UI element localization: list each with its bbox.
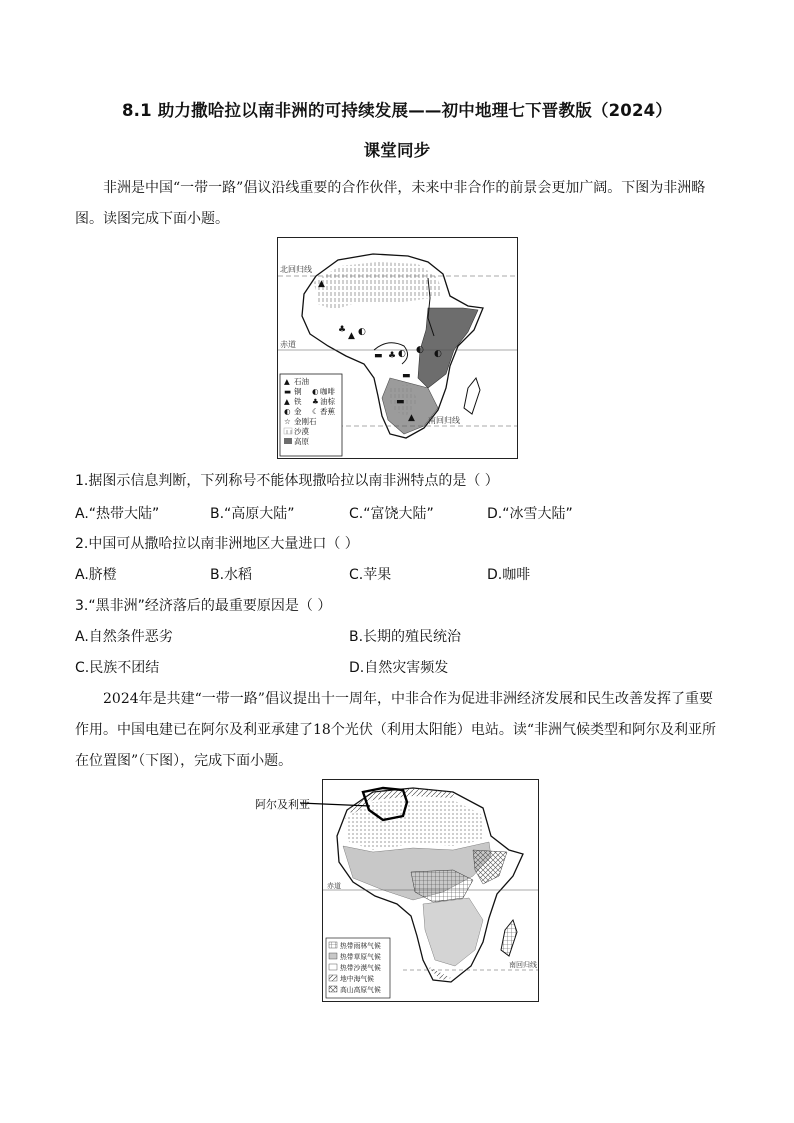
- svg-text:▲: ▲: [318, 279, 325, 289]
- legend-diamond: 金刚石: [294, 417, 317, 426]
- title-line-2: 课堂同步: [363, 141, 431, 160]
- legend-coffee: 咖啡: [320, 387, 335, 396]
- label-tropic-south: 南回归线: [428, 416, 460, 425]
- svg-text:▬: ▬: [396, 397, 405, 407]
- q2-option-c[interactable]: C.苹果: [349, 567, 392, 583]
- q3-option-b[interactable]: B.长期的殖民统治: [349, 629, 462, 645]
- svg-text:▲: ▲: [408, 413, 415, 423]
- legend-gold: 金: [294, 407, 302, 416]
- q1-option-d[interactable]: D.“冰雪大陆”: [487, 506, 573, 522]
- label-equator: 赤道: [280, 340, 296, 349]
- svg-text:▲: ▲: [284, 377, 290, 386]
- svg-text:☾: ☾: [312, 407, 319, 416]
- svg-text:♣: ♣: [388, 351, 397, 361]
- svg-text:◐: ◐: [358, 327, 366, 337]
- svg-text:◐: ◐: [312, 387, 319, 396]
- q2-option-a[interactable]: A.脐橙: [75, 567, 117, 583]
- q1-option-b[interactable]: B.“高原大陆”: [210, 506, 295, 522]
- q1-option-c[interactable]: C.“富饶大陆”: [349, 506, 434, 522]
- q3-option-c[interactable]: C.民族不团结: [75, 660, 160, 676]
- legend-banana: 香蕉: [320, 407, 335, 416]
- legend-savanna: 热带草原气候: [340, 953, 381, 961]
- intro-paragraph-1: 非洲是中国“一带一路”倡议沿线重要的合作伙伴，未来中非合作的前景会更加广阔。下图为非洲略图。读图完成下面小题。: [75, 180, 706, 227]
- legend-desert: 沙漠: [294, 427, 309, 436]
- svg-text:◐: ◐: [416, 345, 424, 355]
- svg-text:▬: ▬: [402, 371, 411, 381]
- legend-plateau: 高原: [294, 437, 309, 446]
- svg-text:♣: ♣: [338, 325, 347, 335]
- algeria-pointer-line: [300, 800, 372, 812]
- title-line-1: 8.1 助力撒哈拉以南非洲的可持续发展——初中地理七下晋教版（2024）: [121, 101, 673, 120]
- question-1-stem: 1.据图示信息判断，下列称号不能体现撒哈拉以南非洲特点的是（ ）: [75, 473, 499, 489]
- legend-rainforest: 热带雨林气候: [340, 942, 381, 950]
- q3-option-d[interactable]: D.自然灾害频发: [349, 660, 449, 676]
- svg-text:▬: ▬: [374, 351, 383, 361]
- q2-option-b[interactable]: B.水稻: [210, 567, 253, 583]
- q1-option-a[interactable]: A.“热带大陆”: [75, 506, 160, 522]
- africa-climate-map: [322, 779, 539, 1002]
- legend-desert-climate: 热带沙漠气候: [340, 964, 381, 972]
- question-3-stem: 3.“黑非洲”经济落后的最重要原因是（ ）: [75, 598, 332, 614]
- svg-text:♣: ♣: [312, 397, 319, 406]
- legend-mediterranean: 地中海气候: [340, 975, 374, 983]
- q3-option-a[interactable]: A.自然条件恶劣: [75, 629, 173, 645]
- question-2-stem: 2.中国可从撒哈拉以南非洲地区大量进口（ ）: [75, 536, 359, 552]
- svg-text:◐: ◐: [284, 407, 291, 416]
- svg-text:▲: ▲: [284, 397, 290, 406]
- label-tropic-north: 北回归线: [280, 265, 312, 274]
- legend-iron: 铁: [294, 397, 302, 406]
- q2-option-d[interactable]: D.咖啡: [487, 567, 531, 583]
- intro-paragraph-2: 2024年是共建“一带一路”倡议提出十一周年，中非合作为促进非洲经济发展和民生改善发挥了重要作用。中国电建已在阿尔及利亚承建了18个光伏（利用太阳能）电站。读“非洲气候类型和阿尔及利亚所在位置图”（下图），完成下面小题。: [75, 691, 716, 769]
- legend-oil-palm: 油棕: [320, 397, 335, 406]
- legend-oil: 石油: [294, 377, 309, 386]
- svg-text:◐: ◐: [398, 349, 406, 359]
- svg-text:◐: ◐: [434, 349, 442, 359]
- africa-resource-map: [277, 237, 518, 459]
- label-algeria: 阿尔及利亚: [255, 798, 310, 811]
- legend-copper: 铜: [294, 387, 302, 396]
- svg-text:▲: ▲: [348, 331, 355, 341]
- legend-highland: 高山高原气候: [340, 986, 381, 994]
- svg-text:▬: ▬: [284, 387, 292, 396]
- label-equator-2: 赤道: [327, 882, 341, 890]
- label-tropic-south-2: 南回归线: [509, 961, 537, 969]
- svg-text:☆: ☆: [284, 417, 291, 426]
